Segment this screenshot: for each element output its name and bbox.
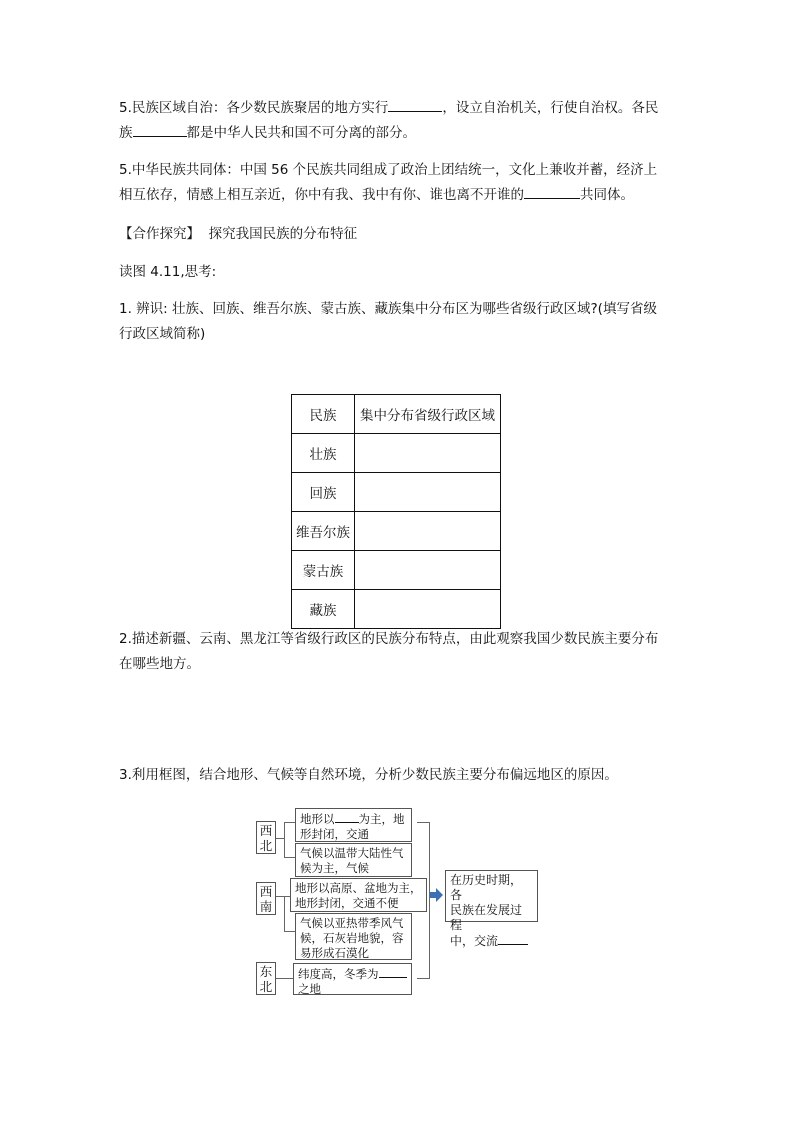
table-row [292,512,501,551]
connector [276,978,293,979]
question-3: 3.利用框图，结合地形、气候等自然环境，分析少数民族主要分布偏远地区的原因。 [119,767,618,783]
nw-terrain-box: 地形以 为主，地 形封闭，交通 [295,808,412,842]
question-2: 2.描述新疆、云南、黑龙江等省级行政区的民族分布特点，由此观察我国少数民族主要分布 [119,631,659,647]
connector [276,896,290,897]
table-row [292,551,501,590]
sw-climate-box: 气候以亚热带季风气 候，石灰岩地貌，容 易形成石漠化 [295,913,412,960]
question-2-cont: 在哪些地方。 [119,656,200,672]
ethnic-table [291,394,501,629]
answer-cell[interactable] [355,512,501,551]
connector [284,896,285,932]
connector [284,822,285,858]
answer-cell[interactable] [355,551,501,590]
region-northwest: 西 北 [256,821,276,854]
ne-climate-box: 纬度高，冬季为 之地 [293,963,412,995]
table-cell: 藏族 [292,590,355,629]
table-row [292,590,501,629]
table-row [292,434,501,473]
text-line-community: 5.中华民族共同体：中国 56 个民族共同组成了政治上团结统一，文化上兼收并蓄，经济上 [119,162,658,178]
question-1-cont: 行政区域简称) [119,326,206,342]
table-header-cell: 民族 [292,395,355,434]
answer-cell[interactable] [355,434,501,473]
nw-climate-box: 气候以温带大陆性气 候为主，气候 [295,843,412,877]
table-cell: 回族 [292,473,355,512]
text-line-autonomy-2: 族 都是中华人民共和国不可分离的部分。 [119,121,416,146]
text-read-figure: 读图 4.11,思考: [119,264,217,280]
result-box: 在历史时期，各 民族在发展过程 中，交流 [445,870,538,922]
connector [417,978,429,979]
connector [417,822,429,823]
question-1: 1. 辨识: 壮族、回族、维吾尔族、蒙古族、藏族集中分布区为哪些省级行政区域?(填写省级 [119,301,657,317]
region-northeast: 东 北 [256,962,276,995]
text-line-autonomy: 5.民族区域自治：各少数民族聚居的地方实行 ，设立自治机关，行使自治权。各民 [119,96,658,121]
answer-cell[interactable] [355,590,501,629]
table-cell: 蒙古族 [292,551,355,590]
connector [284,931,295,932]
answer-cell[interactable] [355,473,501,512]
arrow-right-icon [430,888,444,902]
text-line-community-2: 相互依存，情感上相互亲近，你中有我、我中有你、谁也离不开谁的 共同体。 [119,183,634,208]
connector [284,857,295,858]
connector [276,838,284,839]
section-heading: 【合作探究】 探究我国民族的分布特征 [119,226,358,242]
sw-terrain-box: 地形以高原、盆地为主， 地形封闭，交通不便 [290,878,427,912]
connector [284,822,295,823]
table-cell: 壮族 [292,434,355,473]
region-southwest: 西 南 [256,882,276,915]
table-header-row [292,395,501,434]
table-header-cell: 集中分布省级行政区域 [355,395,501,434]
table-cell: 维吾尔族 [292,512,355,551]
table-row [292,473,501,512]
